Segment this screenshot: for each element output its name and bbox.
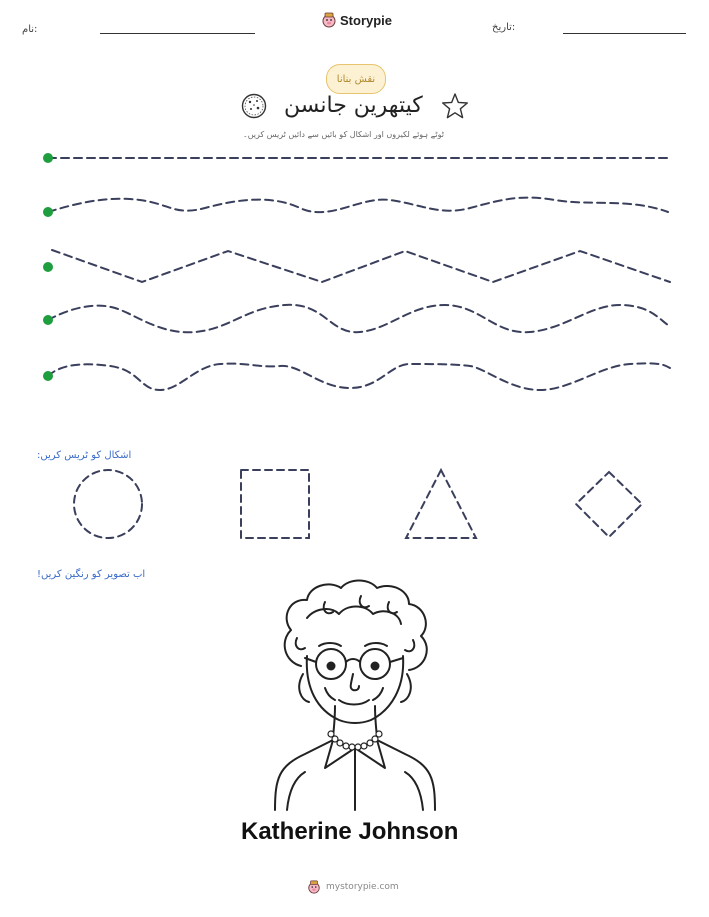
start-dot bbox=[43, 153, 53, 163]
tracing-line-zigzag bbox=[52, 250, 670, 282]
trace-square-shape bbox=[241, 470, 309, 538]
tracing-shapes bbox=[0, 460, 709, 550]
start-dot bbox=[43, 207, 53, 217]
trace-triangle-shape bbox=[406, 470, 476, 538]
trace-diamond-shape bbox=[576, 472, 642, 537]
start-dot bbox=[43, 262, 53, 272]
pig-mascot-icon bbox=[322, 12, 336, 28]
star-icon bbox=[441, 92, 469, 120]
trace-circle-shape bbox=[74, 470, 142, 538]
name-field[interactable] bbox=[100, 33, 255, 34]
pig-mascot-icon bbox=[307, 880, 321, 894]
portrait-caption: Katherine Johnson bbox=[241, 818, 459, 845]
katherine-johnson-portrait bbox=[265, 578, 445, 813]
footer-site[interactable]: mystorypie.com bbox=[326, 882, 399, 892]
tracing-lines bbox=[0, 140, 709, 400]
activity-badge: نقش بنانا bbox=[326, 64, 386, 94]
shapes-heading: اشکال کو ٹریس کریں: bbox=[37, 450, 132, 461]
instructions: ٹوٹے ہوئے لکیروں اور اشکال کو بائیں سے دائیں ٹریس کریں۔ bbox=[243, 130, 444, 139]
worksheet-title: کیتھرین جانسن bbox=[284, 93, 423, 118]
date-label: تاریخ: bbox=[492, 22, 516, 33]
footer bbox=[307, 880, 399, 894]
name-label: نام: bbox=[22, 24, 38, 35]
cookie-icon bbox=[240, 92, 268, 120]
start-dot bbox=[43, 315, 53, 325]
coloring-heading: اب تصویر کو رنگین کریں! bbox=[37, 569, 146, 580]
brand-name: Storypie bbox=[340, 12, 393, 28]
tracing-line-wave bbox=[48, 305, 668, 332]
start-dot bbox=[43, 371, 53, 381]
date-field[interactable] bbox=[563, 33, 686, 34]
brand-logo bbox=[322, 12, 392, 28]
tracing-line-gentle-wave bbox=[48, 198, 668, 213]
tracing-line-deep-wave bbox=[48, 363, 670, 390]
